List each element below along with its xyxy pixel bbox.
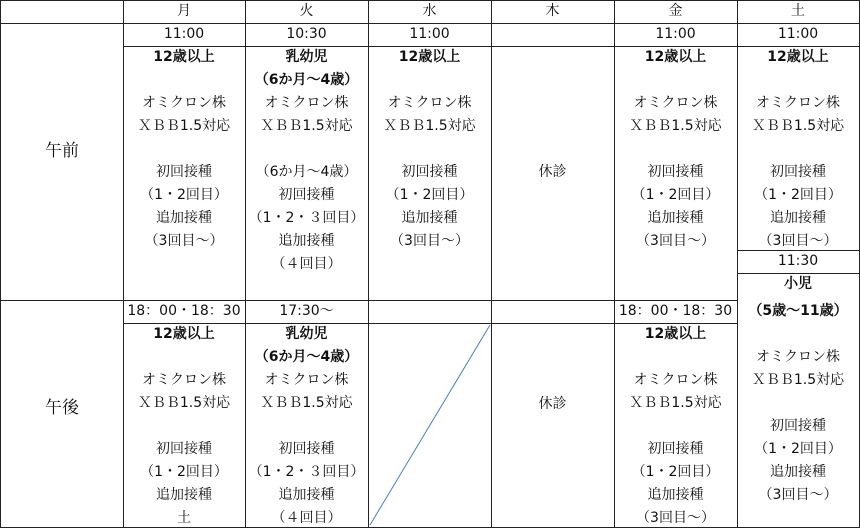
cell-line: [123, 138, 245, 161]
cell-line: 乳幼児: [285, 49, 328, 65]
cell-line: 初回接種: [647, 164, 704, 180]
cell-line: ＸＢＢ1.5対応: [137, 118, 231, 134]
cell-line: （1・2回目）: [754, 187, 842, 203]
cell-line: オミクロン株: [633, 372, 718, 388]
cell-line: （3回目～）: [636, 510, 715, 526]
cell-line: （6か月～4歳）: [255, 164, 358, 180]
cell-line: （1・2回目）: [140, 464, 228, 480]
afternoon-time-tue: 17:30～: [279, 303, 334, 319]
morning-rest-thu: 休診: [538, 164, 567, 180]
cell-line: 追加接種: [156, 487, 212, 503]
cell-line: （3回目～）: [390, 233, 469, 249]
cell-line: 土: [177, 510, 191, 526]
cell-line: [368, 138, 491, 161]
closed-slash: [368, 323, 491, 527]
cell-line: 初回接種: [278, 187, 335, 203]
cell-line: 12歳以上: [644, 49, 707, 65]
day-header-thu: 木: [545, 3, 560, 19]
morning-time-wed: 11:00: [409, 26, 450, 42]
cell-line: 12歳以上: [767, 49, 829, 65]
cell-line: （４回目）: [271, 510, 342, 526]
morning-time-thu: [491, 23, 614, 46]
cell-line: 12歳以上: [153, 49, 215, 65]
cell-line: （6か月～4歳）: [254, 349, 359, 365]
cell-line: （3回目～）: [758, 487, 838, 503]
cell-line: [245, 415, 368, 438]
morning-cell-sat: [737, 46, 859, 253]
row-label-afternoon: 午後: [45, 398, 79, 418]
cell-line: ＸＢＢ1.5対応: [137, 395, 231, 411]
cell-line: [737, 69, 859, 92]
cell-line: ＸＢＢ1.5対応: [629, 118, 722, 134]
cell-line: 初回接種: [647, 441, 704, 457]
cell-line: オミクロン株: [142, 95, 226, 111]
cell-line: （5歳～11歳）: [748, 303, 848, 319]
cell-line: オミクロン株: [756, 349, 840, 365]
cell-line: （3回目～）: [636, 233, 715, 249]
grid-line: [0, 0, 1, 528]
cell-line: 初回接種: [770, 418, 826, 434]
morning-cell-tue: [245, 46, 368, 276]
cell-line: 12歳以上: [153, 326, 215, 342]
cell-line: （3回目～）: [144, 233, 224, 249]
afternoon-time-thu: [491, 300, 614, 323]
cell-line: オミクロン株: [264, 95, 349, 111]
cell-line: 追加接種: [156, 210, 212, 226]
cell-line: 小児: [784, 276, 812, 292]
cell-line: [737, 323, 859, 346]
cell-line: ＸＢＢ1.5対応: [383, 118, 476, 134]
morning-time-fri: 11:00: [655, 26, 696, 42]
cell-line: [614, 69, 737, 92]
cell-line: （1・2回目）: [754, 441, 842, 457]
day-header-tue: 火: [299, 3, 314, 19]
morning-time-tue: 10:30: [286, 26, 327, 42]
cell-line: オミクロン株: [633, 95, 718, 111]
cell-line: （1・2回目）: [631, 464, 720, 480]
cell-line: （1・2回目）: [140, 187, 228, 203]
cell-line: ＸＢＢ1.5対応: [751, 118, 845, 134]
cell-line: 追加接種: [647, 487, 704, 503]
cell-line: [737, 138, 859, 161]
cell-line: [614, 346, 737, 369]
cell-line: [737, 392, 859, 415]
sat-child-time: 11:30: [777, 253, 819, 269]
cell-line: ＸＢＢ1.5対応: [629, 395, 722, 411]
cell-line: [123, 69, 245, 92]
day-header-wed: 水: [422, 3, 437, 19]
cell-line: [123, 346, 245, 369]
cell-line: 初回接種: [156, 164, 212, 180]
cell-line: 12歳以上: [644, 326, 707, 342]
day-header-fri: 金: [668, 3, 683, 19]
grid-line: [491, 0, 492, 528]
cell-line: オミクロン株: [264, 372, 349, 388]
cell-line: ＸＢＢ1.5対応: [751, 372, 845, 388]
slash-line: [370, 325, 490, 525]
afternoon-cell-tue: [245, 323, 368, 530]
cell-line: 初回接種: [770, 164, 826, 180]
cell-line: 追加接種: [278, 233, 335, 249]
cell-line: （6か月～4歳）: [254, 72, 359, 88]
cell-line: 追加接種: [278, 487, 335, 503]
day-header-mon: 月: [177, 3, 191, 19]
cell-line: 12歳以上: [398, 49, 461, 65]
afternoon-rest-thu: 休診: [538, 396, 567, 412]
afternoon-cell-mon: [123, 323, 245, 530]
cell-line: （3回目～）: [758, 233, 838, 249]
cell-line: 追加接種: [770, 210, 826, 226]
cell-line: 追加接種: [401, 210, 458, 226]
cell-line: （1・2・３回目）: [248, 210, 365, 226]
afternoon-time-wed: [368, 300, 491, 323]
afternoon-cell-fri: [614, 323, 737, 530]
afternoon-time-mon: 18：00・18：30: [127, 303, 241, 319]
cell-line: 乳幼児: [285, 326, 328, 342]
cell-line: 初回接種: [401, 164, 458, 180]
cell-line: [614, 138, 737, 161]
cell-line: 初回接種: [156, 441, 212, 457]
cell-line: オミクロン株: [142, 372, 226, 388]
cell-line: （４回目）: [271, 256, 342, 272]
cell-line: （1・2・３回目）: [248, 464, 365, 480]
morning-time-mon: 11:00: [163, 26, 205, 42]
cell-line: ＸＢＢ1.5対応: [260, 395, 353, 411]
cell-line: 追加接種: [770, 464, 826, 480]
cell-line: 初回接種: [278, 441, 335, 457]
morning-cell-fri: [614, 46, 737, 253]
row-label-morning: 午前: [45, 141, 79, 161]
afternoon-time-fri: 18：00・18：30: [618, 303, 733, 319]
cell-line: [123, 415, 245, 438]
cell-line: オミクロン株: [387, 95, 472, 111]
sat-child-cell: [737, 273, 859, 507]
cell-line: ＸＢＢ1.5対応: [260, 118, 353, 134]
day-header-sat: 土: [791, 3, 805, 19]
morning-time-sat: 11:00: [777, 26, 819, 42]
cell-line: 追加接種: [647, 210, 704, 226]
cell-line: （1・2回目）: [631, 187, 720, 203]
cell-line: オミクロン株: [756, 95, 840, 111]
morning-cell-mon: [123, 46, 245, 253]
cell-line: [368, 69, 491, 92]
cell-line: [614, 415, 737, 438]
morning-cell-wed: [368, 46, 491, 253]
cell-line: [245, 138, 368, 161]
cell-line: （1・2回目）: [385, 187, 474, 203]
